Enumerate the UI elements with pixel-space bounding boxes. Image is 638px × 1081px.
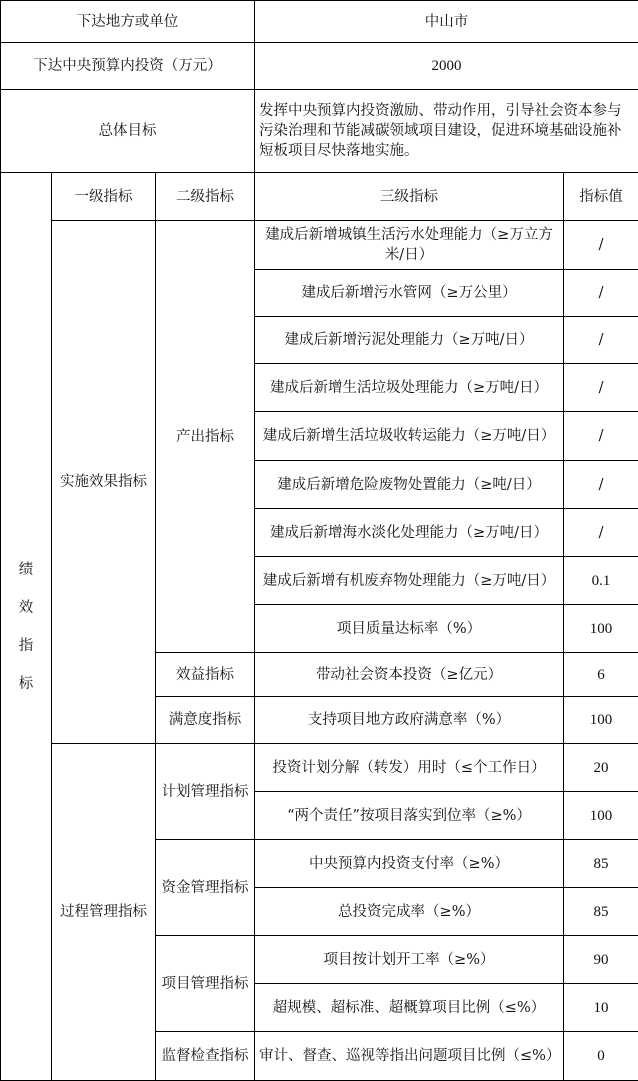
level3-label: 总投资完成率（≥%） bbox=[255, 888, 564, 936]
unit-value: 中山市 bbox=[255, 1, 638, 43]
level3-label: 项目按计划开工率（≥%） bbox=[255, 936, 564, 984]
indicator-value: 0.1 bbox=[564, 557, 638, 605]
level3-label: 中央预算内投资支付率（≥%） bbox=[255, 840, 564, 888]
level3-label: 建成后新增生活垃圾处理能力（≥万吨/日） bbox=[255, 364, 564, 412]
indicator-value: 85 bbox=[564, 888, 638, 936]
section-char: 指 bbox=[18, 637, 34, 654]
indicator-value: / bbox=[564, 270, 638, 317]
indicator-value: / bbox=[564, 317, 638, 364]
level3-label: 支持项目地方政府满意率（%） bbox=[255, 697, 564, 744]
level3-label: 建成后新增危险废物处置能力（≥吨/日） bbox=[255, 461, 564, 509]
level3-label: 超规模、超标准、超概算项目比例（≤%） bbox=[255, 984, 564, 1032]
indicator-value: / bbox=[564, 364, 638, 412]
column-header-level2: 二级指标 bbox=[156, 173, 255, 221]
table-row bbox=[1, 744, 638, 792]
section-char: 标 bbox=[18, 675, 34, 692]
indicator-value: 10 bbox=[564, 984, 638, 1032]
indicator-value: / bbox=[564, 461, 638, 509]
level2-label: 满意度指标 bbox=[156, 697, 255, 744]
table-row bbox=[1, 221, 638, 270]
level3-label: 带动社会资本投资（≥亿元） bbox=[255, 653, 564, 697]
level1-label: 过程管理指标 bbox=[52, 744, 156, 1081]
investment-label: 下达中央预算内投资（万元） bbox=[1, 43, 255, 90]
level3-label: 建成后新增污水管网（≥万公里） bbox=[255, 270, 564, 317]
indicator-value: 0 bbox=[564, 1032, 638, 1081]
goal-label: 总体目标 bbox=[1, 90, 255, 173]
indicator-value: 100 bbox=[564, 697, 638, 744]
level2-label: 产出指标 bbox=[156, 221, 255, 653]
investment-value: 2000 bbox=[255, 43, 638, 90]
column-header-level1: 一级指标 bbox=[52, 173, 156, 221]
indicator-value: 85 bbox=[564, 840, 638, 888]
level2-label: 项目管理指标 bbox=[156, 936, 255, 1032]
level3-label: 建成后新增城镇生活污水处理能力（≥万立方米/日） bbox=[255, 221, 564, 270]
level3-label: 项目质量达标率（%） bbox=[255, 605, 564, 653]
unit-label: 下达地方或单位 bbox=[1, 1, 255, 43]
indicator-value: 90 bbox=[564, 936, 638, 984]
indicator-value: / bbox=[564, 412, 638, 461]
section-char: 绩 bbox=[18, 561, 34, 578]
level1-label: 实施效果指标 bbox=[52, 221, 156, 744]
indicator-value: 20 bbox=[564, 744, 638, 792]
indicator-value: 100 bbox=[564, 792, 638, 840]
level3-label: 投资计划分解（转发）用时（≤个工作日） bbox=[255, 744, 564, 792]
level3-label: “两个责任”按项目落实到位率（≥%） bbox=[255, 792, 564, 840]
level2-label: 计划管理指标 bbox=[156, 744, 255, 840]
column-header-value: 指标值 bbox=[564, 173, 638, 221]
level2-label: 监督检查指标 bbox=[156, 1032, 255, 1081]
performance-section-label bbox=[1, 173, 52, 1081]
level3-label: 建成后新增生活垃圾收转运能力（≥万吨/日） bbox=[255, 412, 564, 461]
level2-label: 效益指标 bbox=[156, 653, 255, 697]
level3-label: 审计、督查、巡视等指出问题项目比例（≤%） bbox=[255, 1032, 564, 1081]
indicator-value: 6 bbox=[564, 653, 638, 697]
level3-label: 建成后新增有机废弃物处理能力（≥万吨/日） bbox=[255, 557, 564, 605]
column-header-level3: 三级指标 bbox=[255, 173, 564, 221]
level3-label: 建成后新增海水淡化处理能力（≥万吨/日） bbox=[255, 509, 564, 557]
level2-label: 资金管理指标 bbox=[156, 840, 255, 936]
section-char: 效 bbox=[18, 599, 34, 616]
indicator-value: 100 bbox=[564, 605, 638, 653]
indicator-value: / bbox=[564, 221, 638, 270]
goal-value: 发挥中央预算内投资激励、带动作用，引导社会资本参与污染治理和节能减碳领域项目建设，促进环境基础设施补短板项目尽快落地实施。 bbox=[255, 90, 638, 173]
level3-label: 建成后新增污泥处理能力（≥万吨/日） bbox=[255, 317, 564, 364]
indicator-value: / bbox=[564, 509, 638, 557]
